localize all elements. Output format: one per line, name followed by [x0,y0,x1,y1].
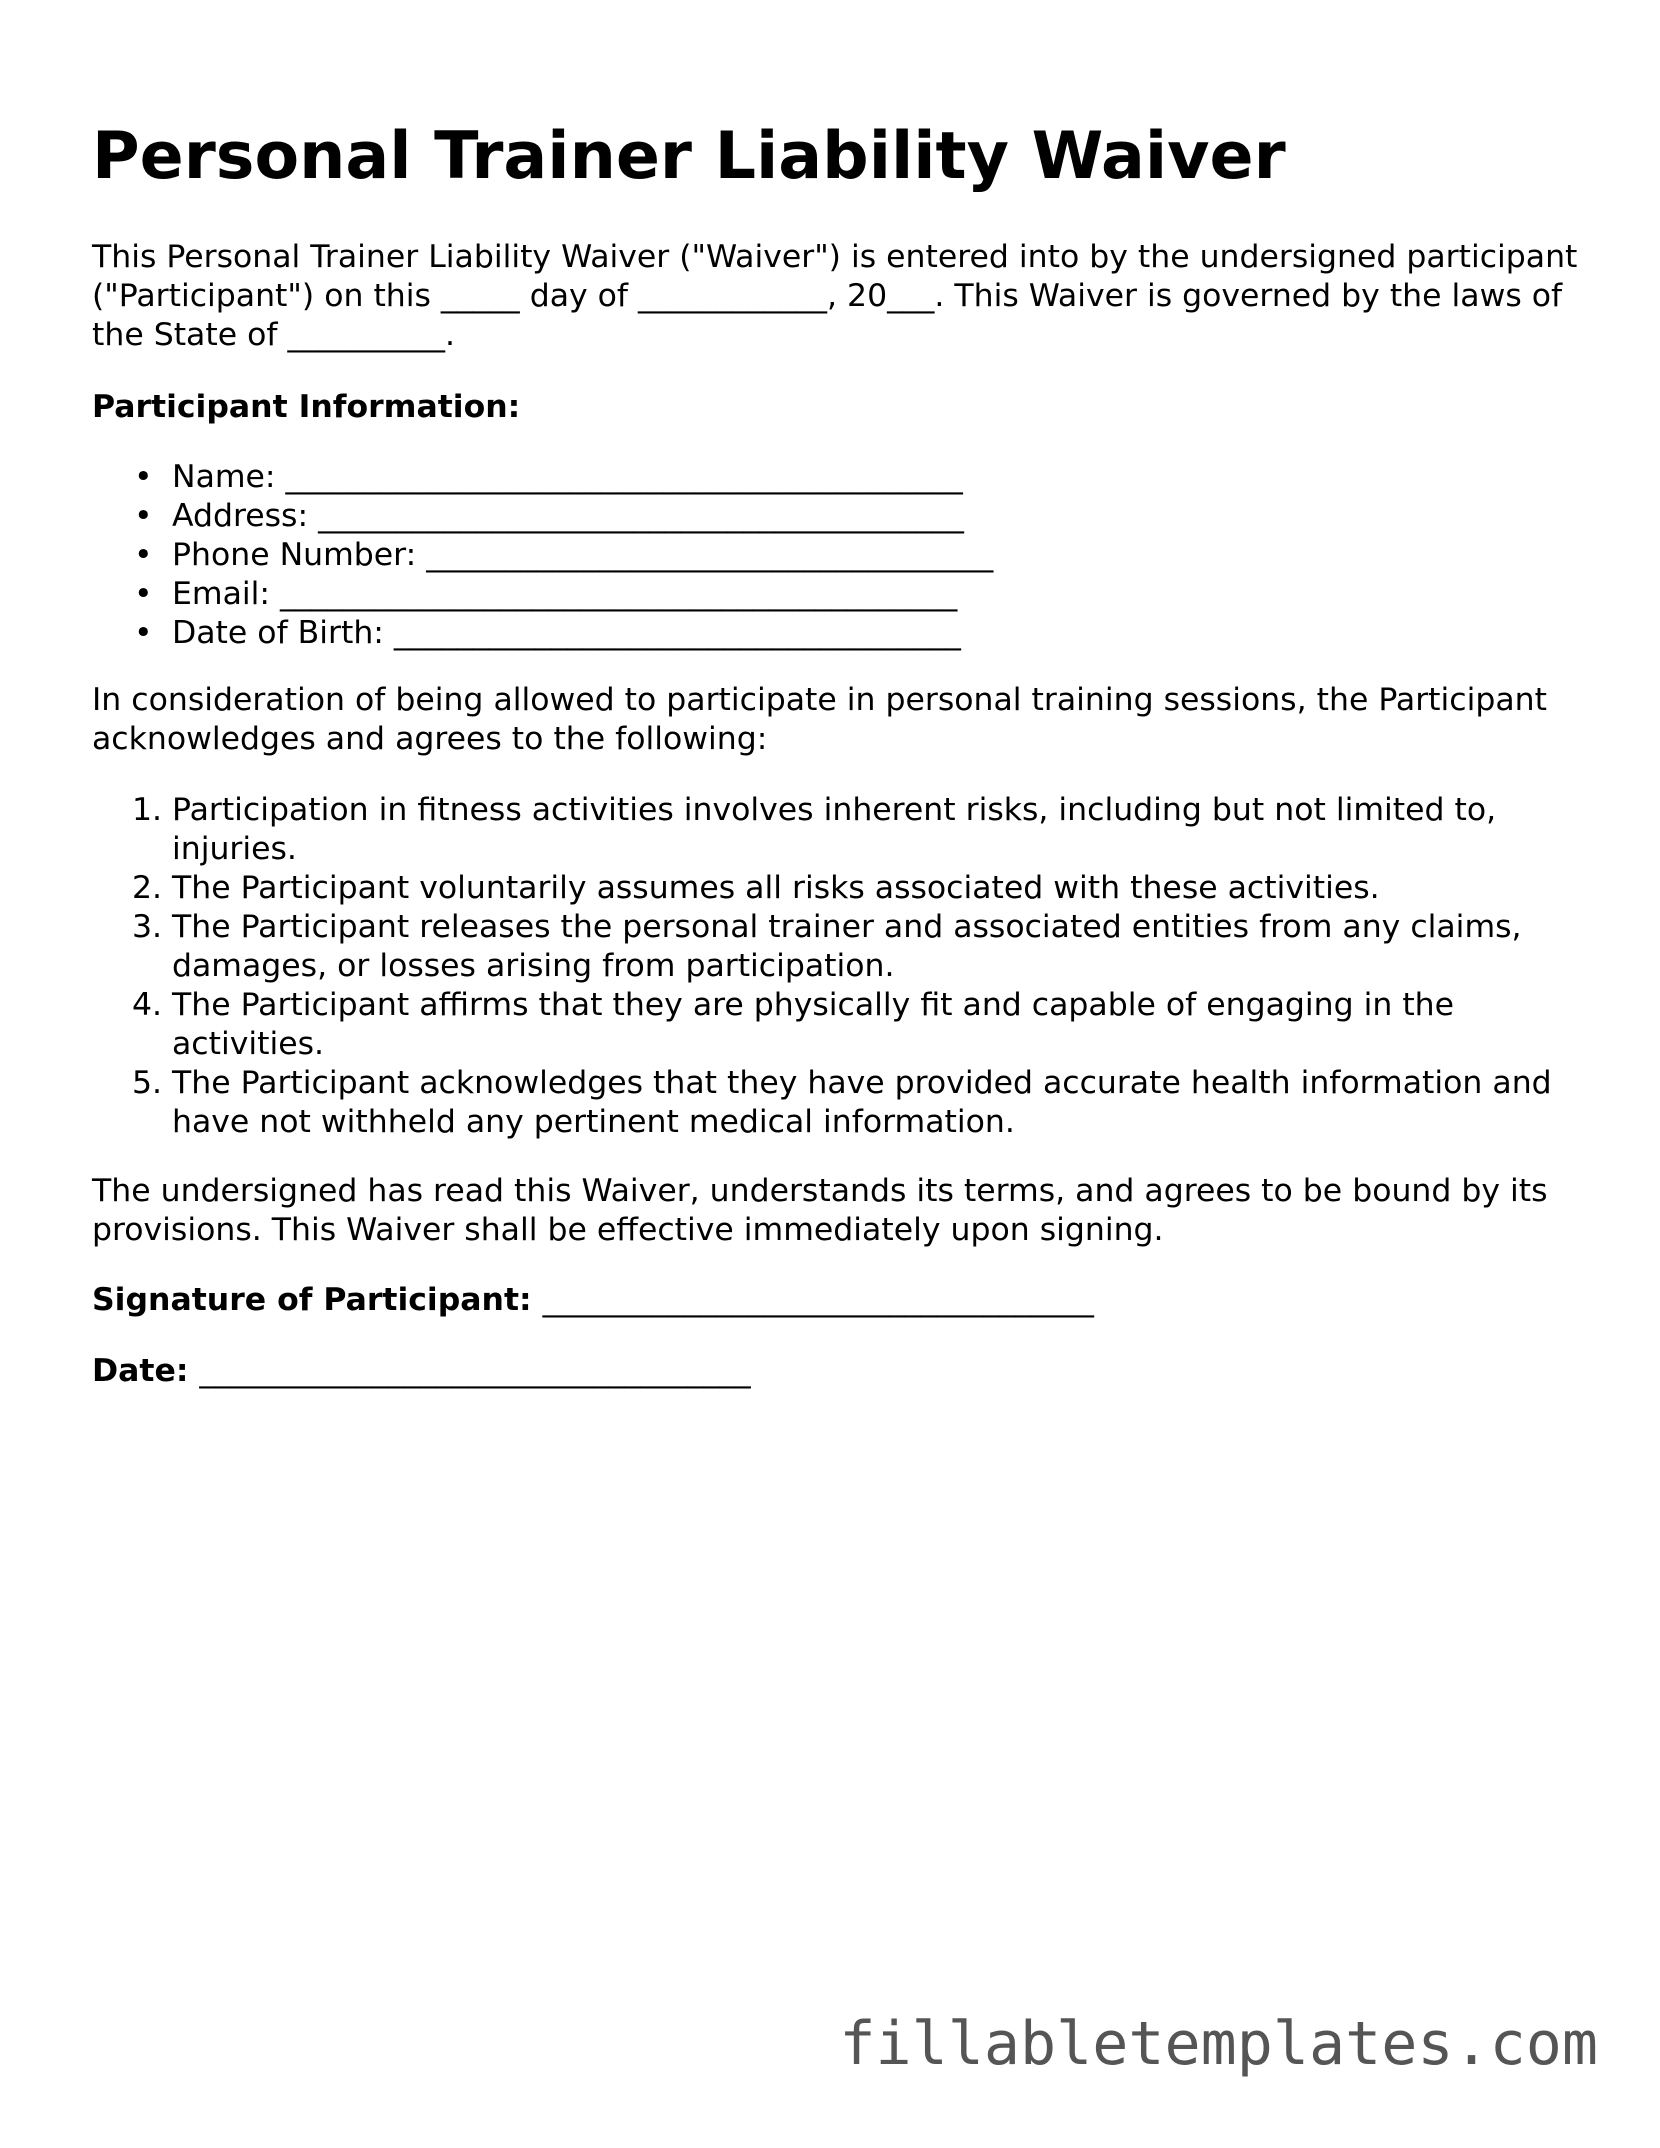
signature-label: Signature of Participant: [92,1282,532,1318]
watermark-text: fillabletemplates.com [839,2009,1598,2079]
bullet-icon: • [134,576,153,612]
date-line [92,1352,751,1391]
term-item [92,869,1592,908]
field-email-text: Email: ___________________________________________ [172,576,958,612]
term-text: The Participant acknowledges that they have provided accurate health information and have not withheld any pertinent medical information. [172,1065,1552,1140]
participant-info-list [92,458,993,653]
field-name [92,458,993,497]
field-email [92,575,993,614]
closing-paragraph: The undersigned has read this Waiver, understands its terms, and agrees to be bound by its provisions. This Waiver shall be effective immediately upon signing. [92,1173,1548,1248]
field-dob-text: Date of Birth: ____________________________________ [172,615,961,651]
term-number: 2. [132,870,163,906]
term-item [92,986,1592,1064]
field-name-text: Name: ___________________________________________ [172,459,963,495]
date-label: Date: [92,1353,189,1389]
bullet-icon: • [134,498,153,534]
terms-list [92,791,1592,1142]
term-text: The Participant voluntarily assumes all risks associated with these activities. [172,870,1380,906]
bullet-icon: • [134,615,153,651]
date-blank: ___________________________________ [199,1353,751,1389]
bullet-icon: • [134,459,153,495]
field-address [92,497,993,536]
term-number: 5. [132,1065,163,1101]
bullet-icon: • [134,537,153,573]
term-number: 4. [132,987,163,1023]
consideration-paragraph: In consideration of being allowed to participate in personal training sessions, the Participant acknowledges and agrees to the following: [92,682,1547,757]
term-number: 3. [132,909,163,945]
signature-blank: ___________________________________ [542,1282,1094,1318]
participant-info-heading: Participant Information: [92,389,521,425]
term-item [92,1064,1592,1142]
term-text: Participation in fitness activities involves inherent risks, including but not limited to, injuries. [172,792,1497,867]
term-item [92,908,1592,986]
term-number: 1. [132,792,163,828]
document-title: Personal Trainer Liability Waiver [92,119,1286,194]
signature-line [92,1281,1094,1320]
term-text: The Participant affirms that they are physically fit and capable of engaging in the activities. [172,987,1455,1062]
field-phone [92,536,993,575]
field-address-text: Address: _________________________________________ [172,498,964,534]
intro-paragraph: This Personal Trainer Liability Waiver ("Waiver") is entered into by the undersigned participant ("Participant") on this _____ day of ____________, 20___. This Waiver is governed by the laws of the State of __________. [92,239,1578,353]
field-dob [92,614,993,653]
term-text: The Participant releases the personal trainer and associated entities from any claims, damages, or losses arising from participation. [172,909,1522,984]
field-phone-text: Phone Number: ____________________________________ [172,537,994,573]
term-item [92,791,1592,869]
